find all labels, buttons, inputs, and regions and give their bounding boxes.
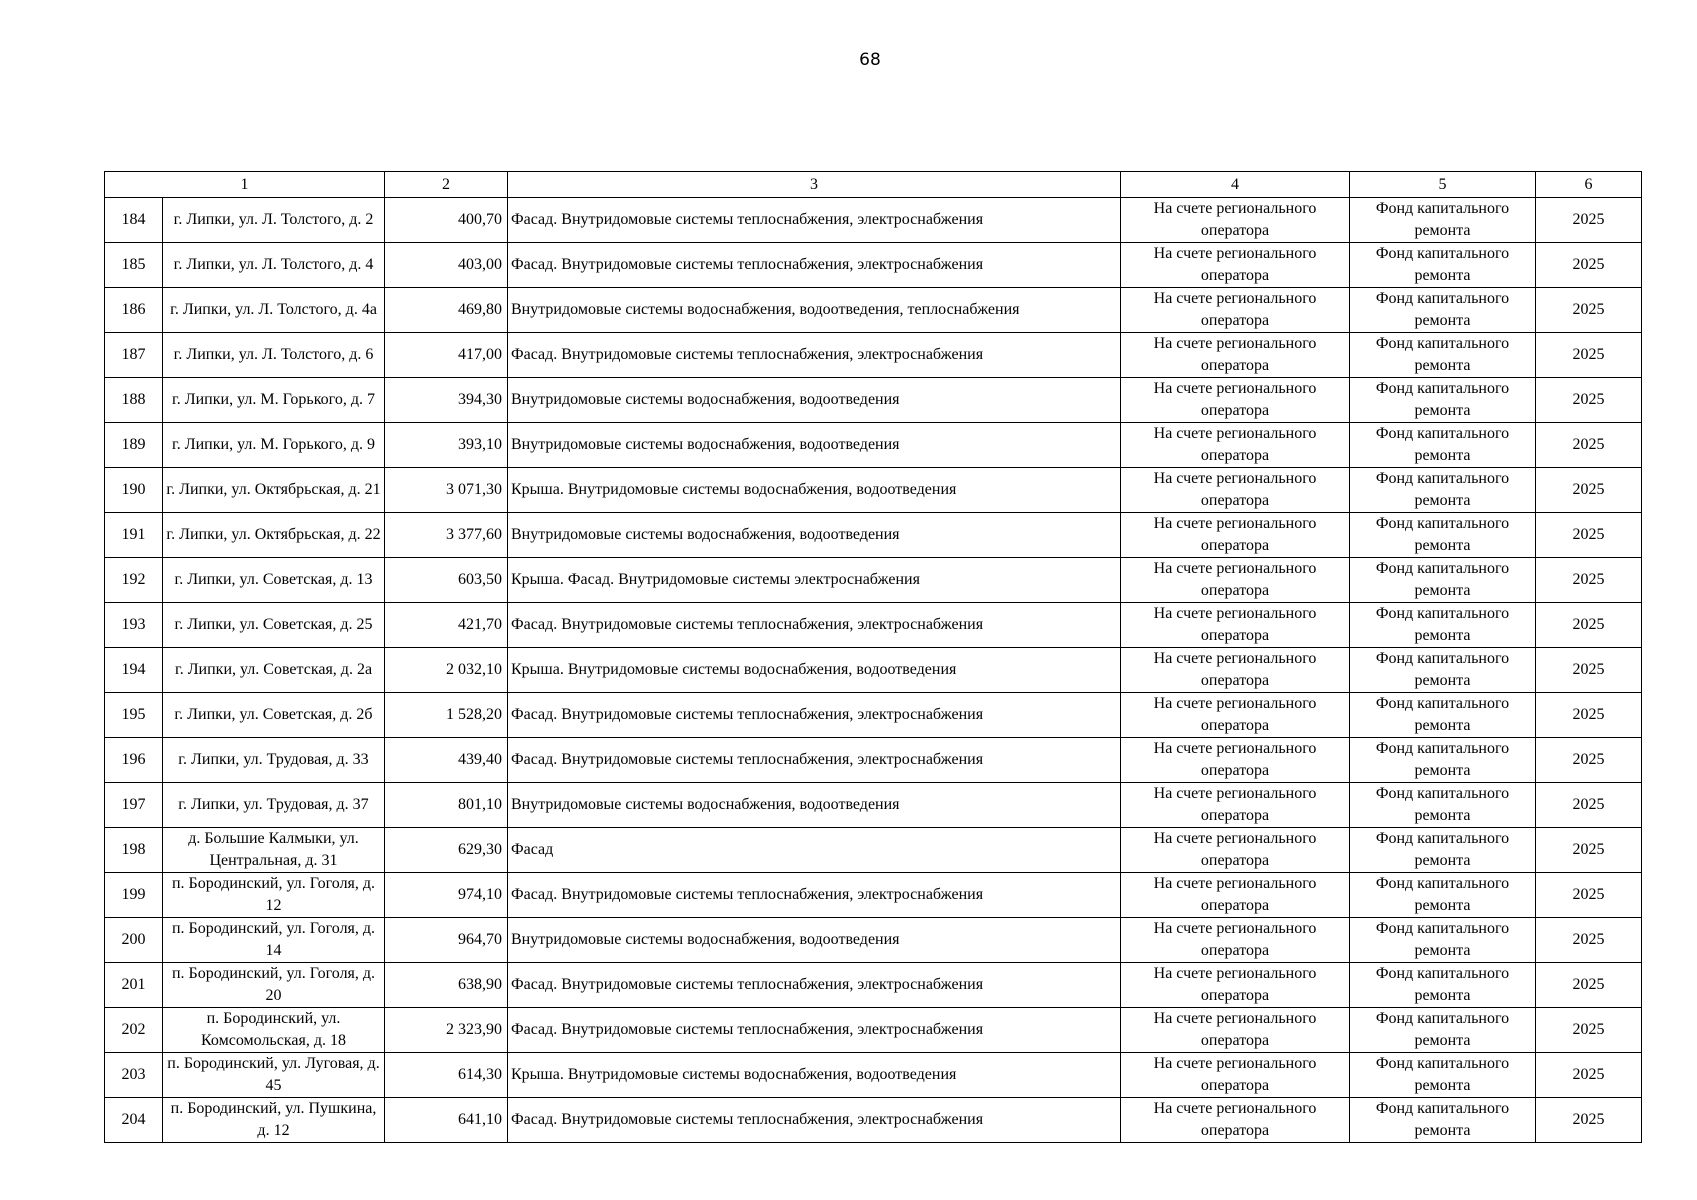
funding-source-cell: Фонд капитального ремонта: [1350, 243, 1536, 288]
area-cell: 801,10: [385, 783, 508, 828]
year-cell: 2025: [1536, 828, 1642, 873]
works-cell: Фасад. Внутридомовые системы теплоснабжения, электроснабжения: [508, 873, 1121, 918]
address-cell: г. Липки, ул. М. Горького, д. 7: [163, 378, 385, 423]
works-cell: Крыша. Фасад. Внутридомовые системы электроснабжения: [508, 558, 1121, 603]
account-cell: На счете регионального оператора: [1121, 783, 1350, 828]
address-cell: п. Бородинский, ул. Пушкина, д. 12: [163, 1098, 385, 1143]
address-cell: г. Липки, ул. Советская, д. 25: [163, 603, 385, 648]
funding-source-cell: Фонд капитального ремонта: [1350, 378, 1536, 423]
works-cell: Внутридомовые системы водоснабжения, водоотведения: [508, 783, 1121, 828]
funding-source-cell: Фонд капитального ремонта: [1350, 738, 1536, 783]
account-cell: На счете регионального оператора: [1121, 1098, 1350, 1143]
year-cell: 2025: [1536, 243, 1642, 288]
table-row: [105, 513, 1642, 558]
funding-source-cell: Фонд капитального ремонта: [1350, 1008, 1536, 1053]
address-cell: п. Бородинский, ул. Гоголя, д. 12: [163, 873, 385, 918]
funding-source-cell: Фонд капитального ремонта: [1350, 828, 1536, 873]
table-row: [105, 288, 1642, 333]
works-cell: Внутридомовые системы водоснабжения, водоотведения: [508, 513, 1121, 558]
table-row: [105, 738, 1642, 783]
account-cell: На счете регионального оператора: [1121, 198, 1350, 243]
row-number: 188: [105, 378, 163, 423]
funding-source-cell: Фонд капитального ремонта: [1350, 873, 1536, 918]
row-number: 197: [105, 783, 163, 828]
row-number: 186: [105, 288, 163, 333]
works-cell: Фасад. Внутридомовые системы теплоснабжения, электроснабжения: [508, 603, 1121, 648]
year-cell: 2025: [1536, 288, 1642, 333]
year-cell: 2025: [1536, 918, 1642, 963]
area-cell: 421,70: [385, 603, 508, 648]
area-cell: 603,50: [385, 558, 508, 603]
account-cell: На счете регионального оператора: [1121, 378, 1350, 423]
works-cell: Внутридомовые системы водоснабжения, водоотведения: [508, 918, 1121, 963]
row-number: 198: [105, 828, 163, 873]
area-cell: 964,70: [385, 918, 508, 963]
works-cell: Фасад. Внутридомовые системы теплоснабжения, электроснабжения: [508, 738, 1121, 783]
area-cell: 614,30: [385, 1053, 508, 1098]
area-cell: 3 071,30: [385, 468, 508, 513]
year-cell: 2025: [1536, 1053, 1642, 1098]
header-row: [105, 172, 1642, 198]
year-cell: 2025: [1536, 423, 1642, 468]
area-cell: 394,30: [385, 378, 508, 423]
year-cell: 2025: [1536, 558, 1642, 603]
area-cell: 417,00: [385, 333, 508, 378]
account-cell: На счете регионального оператора: [1121, 603, 1350, 648]
table-body: [105, 198, 1642, 1143]
row-number: 204: [105, 1098, 163, 1143]
area-cell: 1 528,20: [385, 693, 508, 738]
address-cell: п. Бородинский, ул. Гоголя, д. 14: [163, 918, 385, 963]
account-cell: На счете регионального оператора: [1121, 738, 1350, 783]
funding-source-cell: Фонд капитального ремонта: [1350, 558, 1536, 603]
table-row: [105, 1008, 1642, 1053]
capital-repair-table: [104, 171, 1642, 1143]
table-row: [105, 1053, 1642, 1098]
funding-source-cell: Фонд капитального ремонта: [1350, 1053, 1536, 1098]
table-row: [105, 468, 1642, 513]
area-cell: 638,90: [385, 963, 508, 1008]
area-cell: 400,70: [385, 198, 508, 243]
address-cell: г. Липки, ул. М. Горького, д. 9: [163, 423, 385, 468]
row-number: 192: [105, 558, 163, 603]
area-cell: 641,10: [385, 1098, 508, 1143]
header-col-1: 1: [105, 172, 385, 198]
table-row: [105, 558, 1642, 603]
row-number: 200: [105, 918, 163, 963]
table-row: [105, 873, 1642, 918]
address-cell: г. Липки, ул. Л. Толстого, д. 4а: [163, 288, 385, 333]
header-col-5: 5: [1350, 172, 1536, 198]
account-cell: На счете регионального оператора: [1121, 468, 1350, 513]
address-cell: г. Липки, ул. Л. Толстого, д. 6: [163, 333, 385, 378]
header-col-3: 3: [508, 172, 1121, 198]
funding-source-cell: Фонд капитального ремонта: [1350, 513, 1536, 558]
address-cell: г. Липки, ул. Октябрьская, д. 21: [163, 468, 385, 513]
year-cell: 2025: [1536, 603, 1642, 648]
address-cell: г. Липки, ул. Советская, д. 13: [163, 558, 385, 603]
funding-source-cell: Фонд капитального ремонта: [1350, 918, 1536, 963]
works-cell: Крыша. Внутридомовые системы водоснабжения, водоотведения: [508, 468, 1121, 513]
works-cell: Внутридомовые системы водоснабжения, водоотведения, теплоснабжения: [508, 288, 1121, 333]
row-number: 199: [105, 873, 163, 918]
works-cell: Фасад: [508, 828, 1121, 873]
row-number: 184: [105, 198, 163, 243]
row-number: 201: [105, 963, 163, 1008]
funding-source-cell: Фонд капитального ремонта: [1350, 783, 1536, 828]
account-cell: На счете регионального оператора: [1121, 243, 1350, 288]
year-cell: 2025: [1536, 1098, 1642, 1143]
header-col-4: 4: [1121, 172, 1350, 198]
works-cell: Фасад. Внутридомовые системы теплоснабжения, электроснабжения: [508, 963, 1121, 1008]
header-col-6: 6: [1536, 172, 1642, 198]
year-cell: 2025: [1536, 333, 1642, 378]
table-row: [105, 1098, 1642, 1143]
address-cell: г. Липки, ул. Трудовая, д. 37: [163, 783, 385, 828]
account-cell: На счете регионального оператора: [1121, 693, 1350, 738]
area-cell: 629,30: [385, 828, 508, 873]
funding-source-cell: Фонд капитального ремонта: [1350, 1098, 1536, 1143]
row-number: 196: [105, 738, 163, 783]
works-cell: Фасад. Внутридомовые системы теплоснабжения, электроснабжения: [508, 243, 1121, 288]
works-cell: Фасад. Внутридомовые системы теплоснабжения, электроснабжения: [508, 1008, 1121, 1053]
account-cell: На счете регионального оператора: [1121, 288, 1350, 333]
year-cell: 2025: [1536, 468, 1642, 513]
year-cell: 2025: [1536, 513, 1642, 558]
works-cell: Фасад. Внутридомовые системы теплоснабжения, электроснабжения: [508, 693, 1121, 738]
account-cell: На счете регионального оператора: [1121, 828, 1350, 873]
area-cell: 393,10: [385, 423, 508, 468]
row-number: 203: [105, 1053, 163, 1098]
works-cell: Фасад. Внутридомовые системы теплоснабжения, электроснабжения: [508, 333, 1121, 378]
address-cell: г. Липки, ул. Л. Толстого, д. 4: [163, 243, 385, 288]
row-number: 187: [105, 333, 163, 378]
funding-source-cell: Фонд капитального ремонта: [1350, 198, 1536, 243]
table-row: [105, 243, 1642, 288]
table-row: [105, 693, 1642, 738]
table-row: [105, 963, 1642, 1008]
address-cell: д. Большие Калмыки, ул. Центральная, д. 31: [163, 828, 385, 873]
row-number: 195: [105, 693, 163, 738]
funding-source-cell: Фонд капитального ремонта: [1350, 693, 1536, 738]
works-cell: Фасад. Внутридомовые системы теплоснабжения, электроснабжения: [508, 198, 1121, 243]
account-cell: На счете регионального оператора: [1121, 963, 1350, 1008]
row-number: 191: [105, 513, 163, 558]
account-cell: На счете регионального оператора: [1121, 423, 1350, 468]
table-row: [105, 783, 1642, 828]
table-row: [105, 333, 1642, 378]
address-cell: п. Бородинский, ул. Луговая, д. 45: [163, 1053, 385, 1098]
row-number: 190: [105, 468, 163, 513]
table-row: [105, 198, 1642, 243]
area-cell: 2 032,10: [385, 648, 508, 693]
row-number: 193: [105, 603, 163, 648]
account-cell: На счете регионального оператора: [1121, 648, 1350, 693]
funding-source-cell: Фонд капитального ремонта: [1350, 333, 1536, 378]
account-cell: На счете регионального оператора: [1121, 873, 1350, 918]
year-cell: 2025: [1536, 378, 1642, 423]
address-cell: г. Липки, ул. Октябрьская, д. 22: [163, 513, 385, 558]
address-cell: г. Липки, ул. Трудовая, д. 33: [163, 738, 385, 783]
year-cell: 2025: [1536, 738, 1642, 783]
table-row: [105, 423, 1642, 468]
year-cell: 2025: [1536, 693, 1642, 738]
row-number: 194: [105, 648, 163, 693]
works-cell: Крыша. Внутридомовые системы водоснабжения, водоотведения: [508, 648, 1121, 693]
funding-source-cell: Фонд капитального ремонта: [1350, 603, 1536, 648]
area-cell: 974,10: [385, 873, 508, 918]
address-cell: п. Бородинский, ул. Комсомольская, д. 18: [163, 1008, 385, 1053]
funding-source-cell: Фонд капитального ремонта: [1350, 963, 1536, 1008]
year-cell: 2025: [1536, 198, 1642, 243]
area-cell: 403,00: [385, 243, 508, 288]
row-number: 185: [105, 243, 163, 288]
page-number: 68: [859, 50, 881, 70]
row-number: 202: [105, 1008, 163, 1053]
table-row: [105, 918, 1642, 963]
year-cell: 2025: [1536, 783, 1642, 828]
account-cell: На счете регионального оператора: [1121, 1053, 1350, 1098]
account-cell: На счете регионального оператора: [1121, 333, 1350, 378]
area-cell: 2 323,90: [385, 1008, 508, 1053]
funding-source-cell: Фонд капитального ремонта: [1350, 288, 1536, 333]
account-cell: На счете регионального оператора: [1121, 918, 1350, 963]
funding-source-cell: Фонд капитального ремонта: [1350, 423, 1536, 468]
funding-source-cell: Фонд капитального ремонта: [1350, 468, 1536, 513]
works-cell: Крыша. Внутридомовые системы водоснабжения, водоотведения: [508, 1053, 1121, 1098]
funding-source-cell: Фонд капитального ремонта: [1350, 648, 1536, 693]
address-cell: г. Липки, ул. Советская, д. 2б: [163, 693, 385, 738]
year-cell: 2025: [1536, 1008, 1642, 1053]
area-cell: 469,80: [385, 288, 508, 333]
row-number: 189: [105, 423, 163, 468]
works-cell: Внутридомовые системы водоснабжения, водоотведения: [508, 423, 1121, 468]
works-cell: Фасад. Внутридомовые системы теплоснабжения, электроснабжения: [508, 1098, 1121, 1143]
table-row: [105, 378, 1642, 423]
year-cell: 2025: [1536, 963, 1642, 1008]
area-cell: 3 377,60: [385, 513, 508, 558]
year-cell: 2025: [1536, 648, 1642, 693]
header-col-2: 2: [385, 172, 508, 198]
account-cell: На счете регионального оператора: [1121, 558, 1350, 603]
works-cell: Внутридомовые системы водоснабжения, водоотведения: [508, 378, 1121, 423]
table-row: [105, 828, 1642, 873]
account-cell: На счете регионального оператора: [1121, 1008, 1350, 1053]
address-cell: г. Липки, ул. Л. Толстого, д. 2: [163, 198, 385, 243]
account-cell: На счете регионального оператора: [1121, 513, 1350, 558]
area-cell: 439,40: [385, 738, 508, 783]
year-cell: 2025: [1536, 873, 1642, 918]
address-cell: г. Липки, ул. Советская, д. 2а: [163, 648, 385, 693]
table-row: [105, 603, 1642, 648]
address-cell: п. Бородинский, ул. Гоголя, д. 20: [163, 963, 385, 1008]
table-row: [105, 648, 1642, 693]
